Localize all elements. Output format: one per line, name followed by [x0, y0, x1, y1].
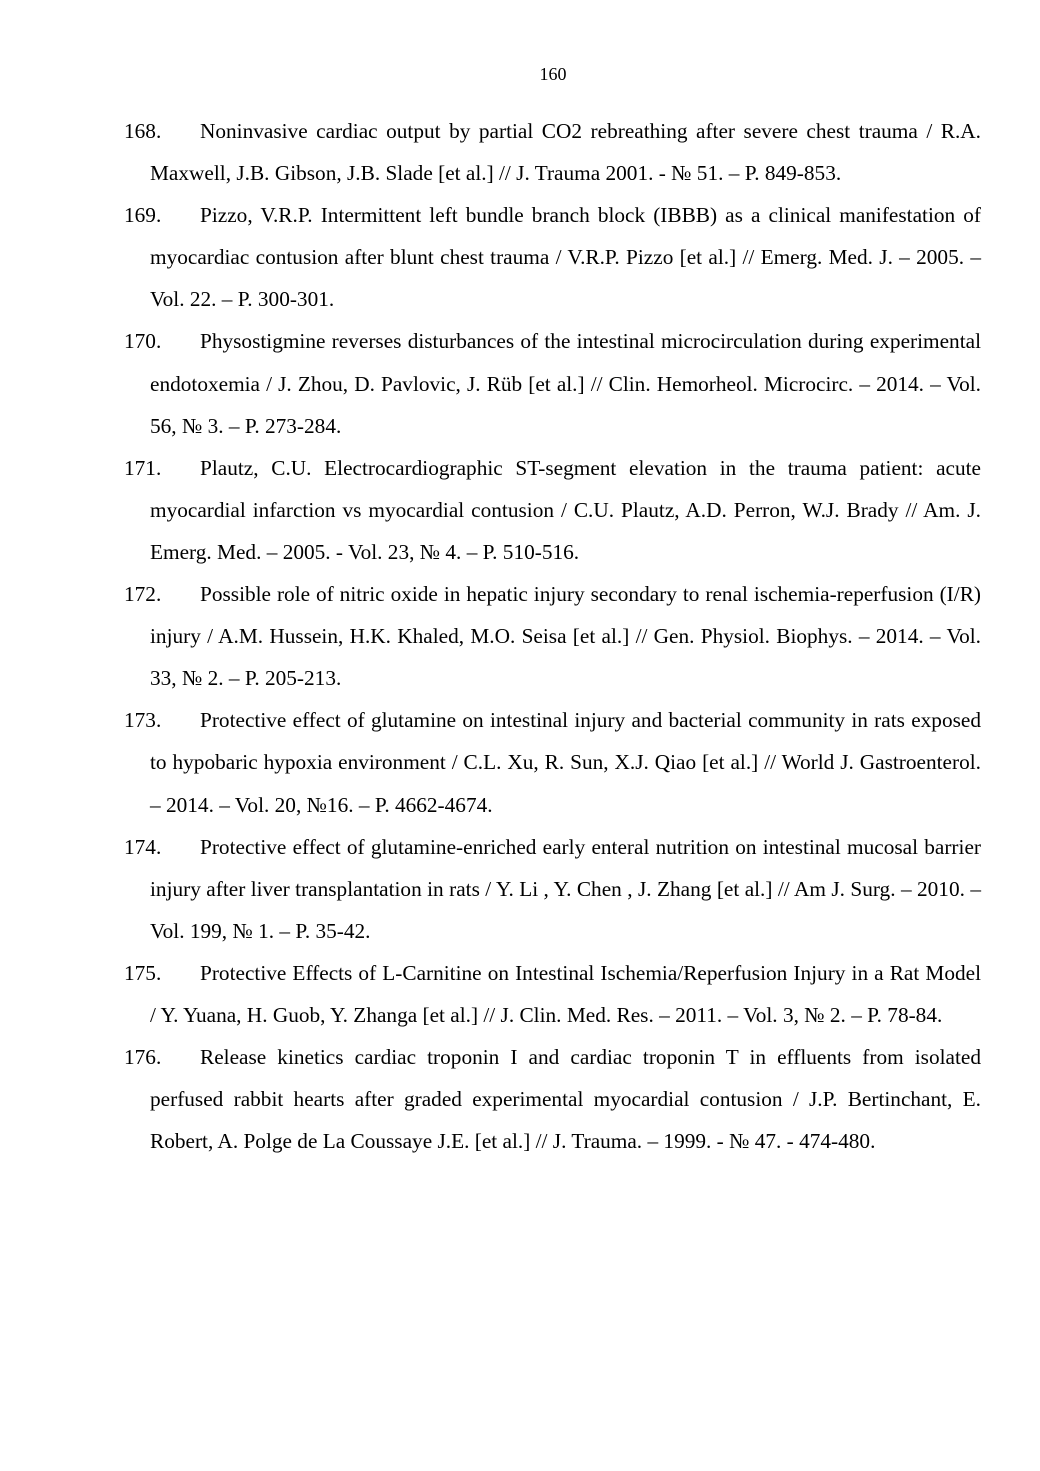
- reference-number: 172.: [124, 582, 162, 607]
- reference-number: 170.: [124, 329, 162, 354]
- reference-text: Protective effect of glutamine-enriched early enteral nutrition on intestinal mucosal barrier injury after liver transplantation in rats / Y. Li , Y. Chen , J. Zhang [et al.] // Am J. Surg. – 2010. – Vol. 199, № 1. – P. 35-42.: [150, 834, 981, 943]
- reference-number: 173.: [124, 708, 162, 733]
- reference-number: 174.: [124, 834, 162, 859]
- reference-item: [124, 699, 981, 825]
- reference-text: Noninvasive cardiac output by partial CO2 rebreathing after severe chest trauma / R.A. Maxwell, J.B. Gibson, J.B. Slade [et al.] // J. Trauma 2001. - № 51. – P. 849-853.: [150, 119, 981, 186]
- reference-list: [124, 110, 981, 1162]
- reference-number: 169.: [124, 203, 162, 228]
- reference-item: [124, 952, 981, 1036]
- reference-item: [124, 320, 981, 446]
- reference-number: 175.: [124, 960, 162, 985]
- reference-number: 176.: [124, 1045, 162, 1070]
- reference-number: 171.: [124, 455, 162, 480]
- reference-text: Plautz, C.U. Electrocardiographic ST-segment elevation in the trauma patient: acute myocardial infarction vs myocardial contusion / C.U. Plautz, A.D. Perron, W.J. Brady // Am. J. Emerg. Med. – 2005. - Vol. 23, № 4. – P. 510-516.: [150, 455, 981, 564]
- reference-item: [124, 194, 981, 320]
- reference-item: [124, 826, 981, 952]
- reference-text: Pizzo, V.R.P. Intermittent left bundle branch block (IBBB) as a clinical manifestation of myocardiac contusion after blunt chest trauma / V.R.P. Pizzo [et al.] // Emerg. Med. J. – 2005. – Vol. 22. – P. 300-301.: [150, 203, 981, 312]
- reference-item: [124, 110, 981, 194]
- reference-text: Protective effect of glutamine on intestinal injury and bacterial community in rats exposed to hypobaric hypoxia environment / C.L. Xu, R. Sun, X.J. Qiao [et al.] // World J. Gastroenterol. – 2014. – Vol. 20, №16. – P. 4662-4674.: [150, 708, 981, 817]
- reference-text: Release kinetics cardiac troponin I and cardiac troponin T in effluents from isolated perfused rabbit hearts after graded experimental myocardial contusion / J.P. Bertinchant, E. Robert, A. Polge de La Coussaye J.E. [et al.] // J. Trauma. – 1999. - № 47. - 474-480.: [150, 1045, 981, 1154]
- page-number: 160: [539, 64, 567, 84]
- reference-item: [124, 573, 981, 699]
- reference-text: Physostigmine reverses disturbances of the intestinal microcirculation during experimental endotoxemia / J. Zhou, D. Pavlovic, J. Rüb [et al.] // Clin. Hemorheol. Microcirc. – 2014. – Vol. 56, № 3. – P. 273-284.: [150, 329, 981, 438]
- reference-item: [124, 447, 981, 573]
- reference-text: Protective Effects of L-Carnitine on Intestinal Ischemia/Reperfusion Injury in a Rat Model / Y. Yuana, H. Guob, Y. Zhanga [et al.] // J. Clin. Med. Res. – 2011. – Vol. 3, № 2. – P. 78-84.: [150, 960, 981, 1027]
- reference-item: [124, 1036, 981, 1162]
- reference-text: Possible role of nitric oxide in hepatic injury secondary to renal ischemia-reperfusion (I/R) injury / A.M. Hussein, H.K. Khaled, M.O. Seisa [et al.] // Gen. Physiol. Biophys. – 2014. – Vol. 33, № 2. – P. 205-213.: [150, 582, 981, 691]
- reference-number: 168.: [124, 119, 162, 143]
